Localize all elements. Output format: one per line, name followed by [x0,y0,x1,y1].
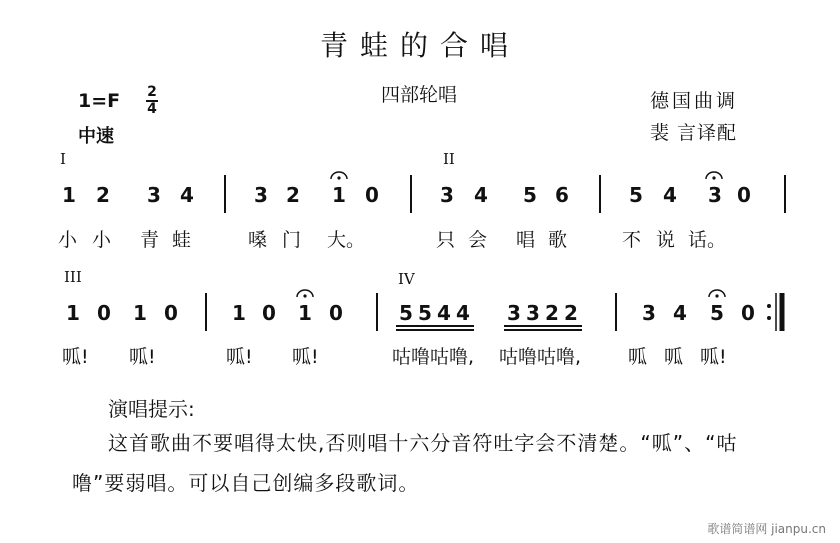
note: 5 [523,183,537,207]
note: 3 [708,183,722,207]
lyric: 门 [282,229,302,251]
note: 0 [262,301,276,325]
lyric: 只 [436,229,456,251]
note: 3 [254,183,268,207]
lyric: 会 [468,229,488,251]
lyric: 青 [140,229,160,251]
lyric: 蛙 [172,229,192,251]
lyric: 呱! [292,346,319,368]
section-label-4: IV [398,270,415,288]
note: 2 [286,183,300,207]
fermata-dot [337,176,340,179]
note: 5 [629,183,643,207]
time-signature-top: 2 [147,84,157,100]
watermark: 歌谱简谱网 jianpu.cn [707,522,826,536]
section-label-2: II [443,150,455,168]
section-label-1: I [60,150,66,168]
note: 5 [710,301,724,325]
note: 3 [440,183,454,207]
note: 2 [545,301,559,325]
lyric: 呱! [226,346,253,368]
note: 1 [232,301,246,325]
note: 1 [298,301,312,325]
tips-line-2: 噜”要弱唱。可以自己创编多段歌词。 [72,471,420,495]
tempo-marking: 中速 [78,126,114,147]
note: 4 [663,183,677,207]
lyric: 大。 [327,229,366,251]
note: 1 [133,301,147,325]
note: 0 [365,183,379,207]
tips-line-1: 这首歌曲不要唱得太快,否则唱十六分音符吐字会不清楚。“呱”、“咕 [108,431,738,455]
tips-heading: 演唱提示: [108,397,195,421]
composer-credit: 德国曲调 [650,90,739,112]
note: 0 [329,301,343,325]
lyric: 呱 [664,346,684,368]
note: 3 [147,183,161,207]
note: 3 [642,301,656,325]
note: 1 [62,183,76,207]
lyric: 不 [622,229,642,251]
note: 0 [737,183,751,207]
song-title: 青蛙的合唱 [319,29,520,62]
lyric: 呱 [628,346,648,368]
lyric: 说 [656,229,676,251]
note: 5 [418,301,432,325]
lyric: 歌 [548,229,568,251]
note: 5 [399,301,413,325]
fermata-dot [303,294,306,297]
note: 6 [555,183,569,207]
note: 4 [456,301,470,325]
lyric: 小 [92,229,112,251]
note: 3 [507,301,521,325]
lyric: 咕噜咕噜, [499,346,582,368]
note: 0 [741,301,755,325]
section-label-3: III [64,268,82,286]
note: 4 [180,183,194,207]
time-signature-bottom: 4 [147,101,157,117]
lyric: 嗓 [248,229,268,251]
note: 0 [164,301,178,325]
note: 2 [564,301,578,325]
note: 4 [437,301,451,325]
key-signature: 1=F [78,90,121,112]
fermata-dot [715,294,718,297]
lyric: 小 [58,229,78,251]
note: 1 [332,183,346,207]
note: 3 [526,301,540,325]
fermata-dot [712,176,715,179]
lyric: 咕噜咕噜, [392,346,475,368]
note: 4 [474,183,488,207]
arranger-credit: 裴 言译配 [650,122,738,144]
lyric: 呱! [129,346,156,368]
note: 2 [96,183,110,207]
note: 0 [97,301,111,325]
lyric: 唱 [516,229,536,251]
lyric: 呱! [62,346,89,368]
repeat-dot [767,316,771,320]
lyric: 话。 [688,229,727,251]
lyric: 呱! [700,346,727,368]
note: 4 [673,301,687,325]
repeat-dot [767,304,771,308]
note: 1 [66,301,80,325]
subtitle: 四部轮唱 [381,84,458,106]
